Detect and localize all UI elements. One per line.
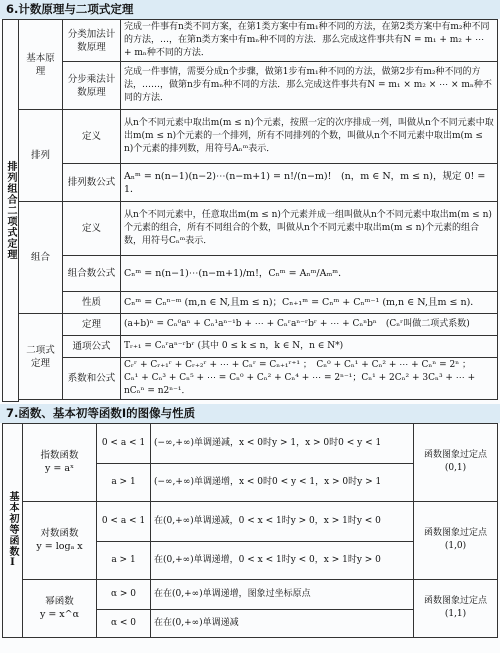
binom-label: 二项式定理 — [19, 314, 63, 400]
log-note: 函数图象过定点(1,0) — [414, 501, 498, 579]
log-name: 对数函数 — [40, 528, 79, 539]
exp-note: 函数图象过定点(0,1) — [414, 423, 498, 501]
binom-thm-label: 定理 — [63, 314, 121, 336]
pow-name: 幂函数 — [45, 596, 74, 607]
perm-label: 排列 — [19, 110, 63, 202]
pow-note: 函数图象过定点(1,1) — [414, 579, 498, 637]
binom-coef-line2: Cₙ¹ + Cₙ³ + Cₙ⁵ + ⋯ = Cₙ⁰ + Cₙ² + Cₙ⁴ + ⋯ = 2ⁿ⁻¹；Cₙ¹ + 2Cₙ² + 3Cₙ³ + ⋯ + nCₙⁿ = n2ⁿ⁻¹． — [124, 373, 476, 396]
pow-cond1: α > 0 — [97, 579, 151, 609]
perm-formula-label: 排列数公式 — [63, 164, 121, 202]
perm-formula-text: Aₙᵐ = n(n−1)(n−2)⋯(n−m+1) = n!/(n−m)! (n，m ∈ N，m ≤ n)，规定 0! = 1． — [121, 164, 498, 202]
exp-desc1: (−∞,+∞)单调递减，x < 0时y > 1，x > 0时0 < y < 1 — [151, 423, 414, 463]
basic-label: 基本原理 — [19, 20, 63, 110]
comb-label: 组合 — [19, 202, 63, 314]
pow-desc1: 在在(0,+∞)单调递增，图象过坐标原点 — [151, 579, 414, 609]
exp-formula: y = aˣ — [44, 463, 75, 474]
pow-formula: y = x^α — [39, 609, 80, 620]
counting-table — [2, 19, 498, 402]
section7-side-label: 基本初等函数Ⅰ — [3, 423, 23, 637]
log-func — [23, 501, 97, 579]
log-desc2: 在(0,+∞)单调递增，0 < x < 1时y < 0，x > 1时y > 0 — [151, 541, 414, 579]
pow-cond2: α < 0 — [97, 609, 151, 637]
log-cond2: a > 1 — [97, 541, 151, 579]
comb-prop-label: 性质 — [63, 292, 121, 314]
log-formula: y = logₐ x — [36, 541, 83, 552]
functions-table — [2, 423, 498, 638]
perm-def-label: 定义 — [63, 110, 121, 164]
section6-title: 6.计数原理与二项式定理 — [0, 0, 500, 19]
mul-principle-text: 完成一件事情，需要分成n个步骤，做第1步有m₁种不同的方法，做第2步有m₂种不同的方法，……，做第n步有mₙ种不同的方法．那么完成这件事共有N = m₁ × m₂ × ⋯ × mₙ种不同的方法． — [121, 62, 498, 110]
binom-coef-line1: Cᵣʳ + Cᵣ₊₁ʳ + Cᵣ₊₂ʳ + ⋯ + Cₙʳ = Cₙ₊₁ʳ⁺¹ ； Cₙ⁰ + Cₙ¹ + Cₙ² + ⋯ + Cₙⁿ = 2ⁿ ； — [124, 360, 471, 370]
exp-cond2: a > 1 — [97, 463, 151, 501]
exp-cond1: 0 < a < 1 — [97, 423, 151, 463]
binom-general-label: 通项公式 — [63, 336, 121, 358]
comb-def-text: 从n个不同元素中，任意取出m(m ≤ n)个元素并成一组叫做从n个不同元素中取出m(m ≤ n)个元素的组合，所有不同组合的个数，叫做从n个不同元素中取出m(m ≤ n)个元素的组合数，用符号Cₙᵐ表示． — [121, 202, 498, 256]
section7-title: 7.函数、基本初等函数Ⅰ的图像与性质 — [0, 404, 500, 423]
mul-principle-label: 分步乘法计数原理 — [63, 62, 121, 110]
binom-thm-text: (a+b)ⁿ = Cₙ⁰aⁿ + Cₙ¹aⁿ⁻¹b + ⋯ + Cₙʳaⁿ⁻ʳbʳ + ⋯ + Cₙⁿbⁿ (Cₙʳ叫做二项式系数) — [121, 314, 498, 336]
perm-def-text: 从n个不同元素中取出m(m ≤ n)个元素，按照一定的次序排成一列，叫做从n个不同元素中取出m(m ≤ n)个元素的一个排列，所有不同排列的个数，叫做从n个不同元素中取出m(m ≤ n)个元素的排列数，用符号Aₙᵐ表示． — [121, 110, 498, 164]
side-label: 排列组合二项式定理 — [3, 20, 19, 402]
add-principle-text: 完成一件事有n类不同方案，在第1类方案中有m₁种不同的方法，在第2类方案中有m₂种不同的方法，…，在第n类方案中有mₙ种不同的方法．那么完成这件事共有N = m₁ + m₂ + ⋯ + mₙ种不同的方法． — [121, 20, 498, 62]
pow-func — [23, 579, 97, 637]
exp-desc2: (−∞,+∞)单调递增，x < 0时0 < y < 1，x > 0时y > 1 — [151, 463, 414, 501]
log-cond1: 0 < a < 1 — [97, 501, 151, 541]
comb-def-label: 定义 — [63, 202, 121, 256]
log-desc1: 在(0,+∞)单调递减，0 < x < 1时y > 0，x > 1时y < 0 — [151, 501, 414, 541]
pow-desc2: 在在(0,+∞)单调递减 — [151, 609, 414, 637]
binom-coef-text — [121, 358, 498, 400]
binom-coef-label: 系数和公式 — [63, 358, 121, 400]
binom-general-text: Tᵣ₊₁ = Cₙʳaⁿ⁻ʳbʳ (其中 0 ≤ k ≤ n，k ∈ N，n ∈ N*) — [121, 336, 498, 358]
comb-formula-text: Cₙᵐ = n(n−1)⋯(n−m+1)/m!，Cₙᵐ = Aₙᵐ/Aₘᵐ． — [121, 256, 498, 292]
comb-formula-label: 组合数公式 — [63, 256, 121, 292]
add-principle-label: 分类加法计数原理 — [63, 20, 121, 62]
exp-name: 指数函数 — [40, 450, 79, 461]
exp-func — [23, 423, 97, 501]
comb-prop-text: Cₙᵐ = Cₙⁿ⁻ᵐ (m,n ∈ N,且m ≤ n)；Cₙ₊₁ᵐ = Cₙᵐ + Cₙᵐ⁻¹ (m,n ∈ N,且m ≤ n)． — [121, 292, 498, 314]
